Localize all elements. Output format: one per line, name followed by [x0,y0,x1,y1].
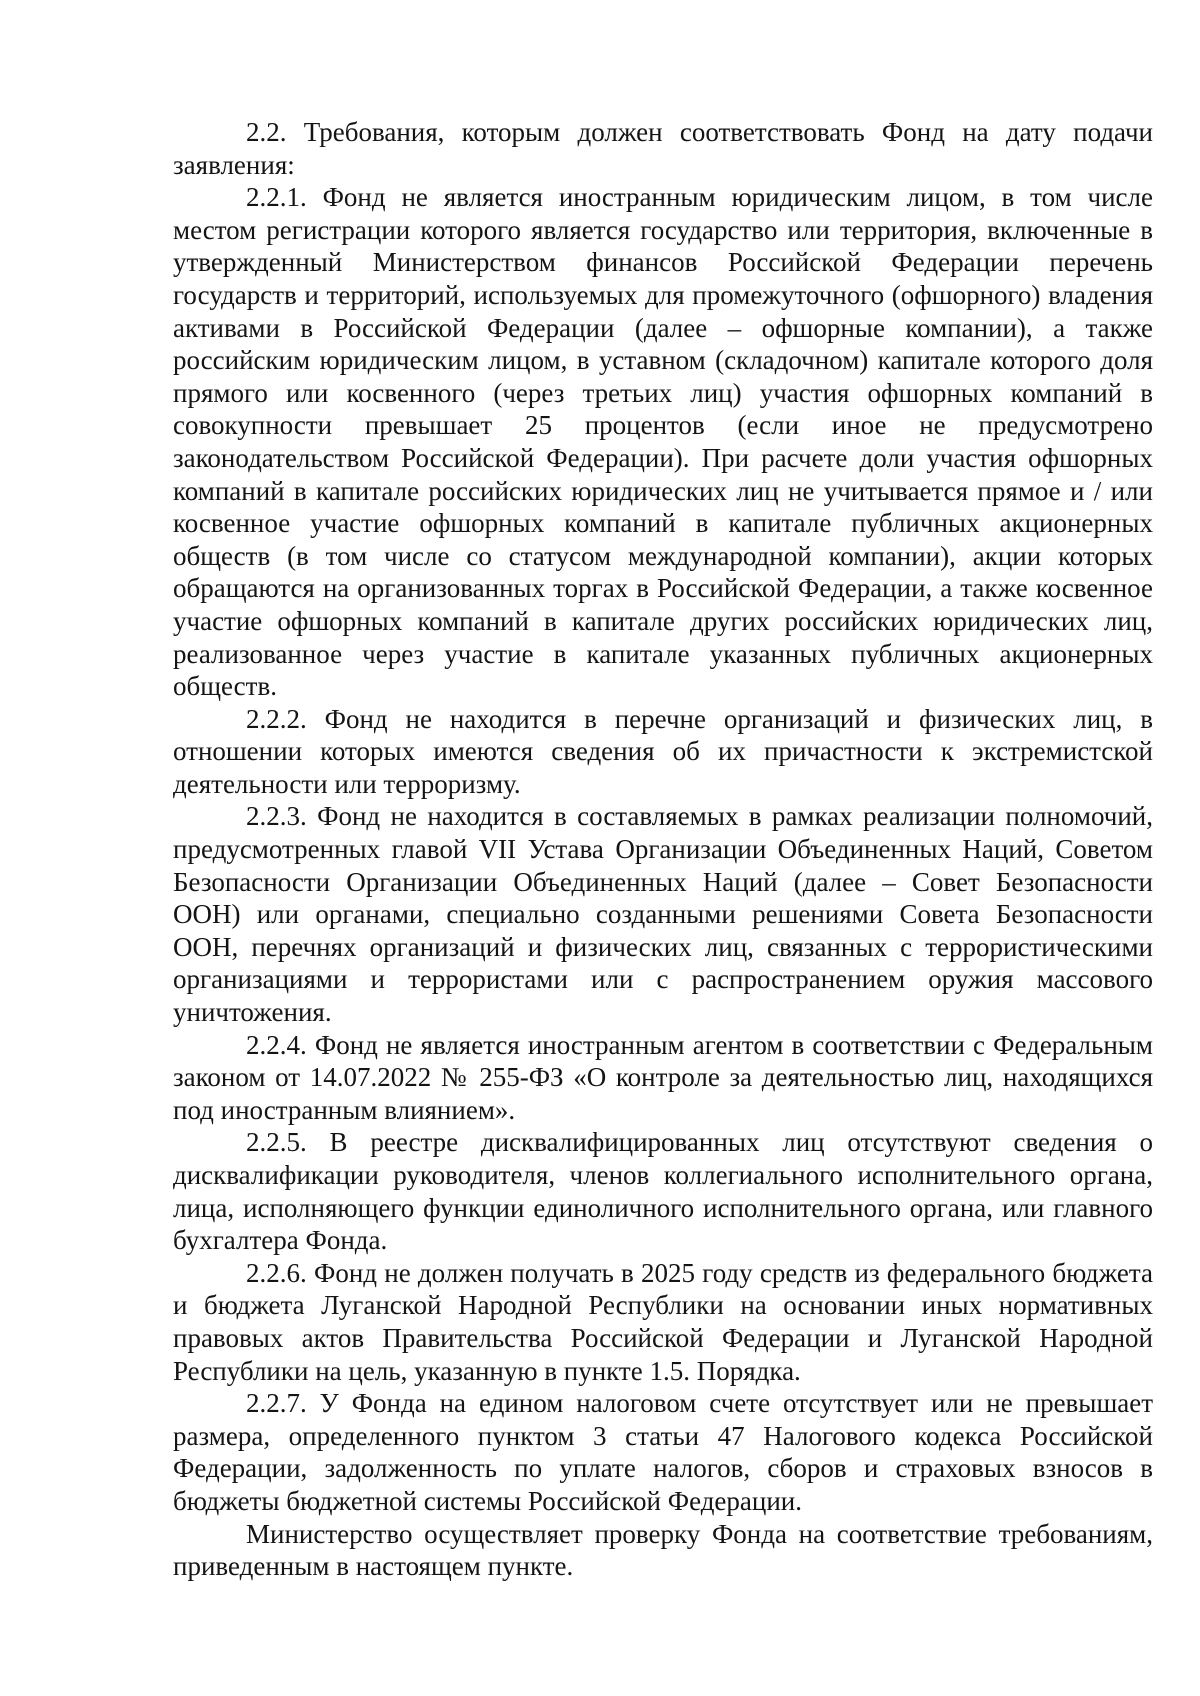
paragraph-2-2-1: 2.2.1. Фонд не является иностранным юридическим лицом, в том числе местом регистрации которого является государство или территория, включенные в утвержденный Министерством финансов Российской Федерации перечень государств и территорий, используемых для промежуточного (офшорного) владения активами в Российской Федерации (далее – офшорные компании), а также российским юридическим лицом, в уставном (складочном) капитале которого доля прямого или косвенного (через третьих лиц) участия офшорных компаний в совокупности превышает 25 процентов (если иное не предусмотрено законодательством Российской Федерации). При расчете доли участия офшорных компаний в капитале российских юридических лиц не учитывается прямое и / или косвенное участие офшорных компаний в капитале публичных акционерных обществ (в том числе со статусом международной компании), акции которых обращаются на организованных торгах в Российской Федерации, а также косвенное участие офшорных компаний в капитале других российских юридических лиц, реализованное через участие в капитале указанных публичных акционерных обществ. [173,182,1153,702]
paragraph-2-2-6: 2.2.6. Фонд не должен получать в 2025 году средств из федерального бюджета и бюджета Луганской Народной Республики на основании иных нормативных правовых актов Правительства Российской Федерации и Луганской Народной Республики на цель, указанную в пункте 1.5. Порядка. [173,1257,1153,1386]
paragraph-2-2-3: 2.2.3. Фонд не находится в составляемых в рамках реализации полномочий, предусмотренных главой VII Устава Организации Объединенных Наций, Советом Безопасности Организации Объединенных Наций (далее – Совет Безопасности ООН) или органами, специально созданными решениями Совета Безопасности ООН, перечнях организаций и физических лиц, связанных с террористическими организациями и террористами или с распространением оружия массового уничтожения. [173,801,1153,1028]
paragraph-2-2-2: 2.2.2. Фонд не находится в перечне организаций и физических лиц, в отношении которых имеются сведения об их причастности к экстремистской деятельности или терроризму. [173,703,1153,799]
document-body [173,116,1153,1583]
paragraph-2-2-5: 2.2.5. В реестре дисквалифицированных лиц отсутствуют сведения о дисквалификации руководителя, членов коллегиального исполнительного органа, лица, исполняющего функции единоличного исполнительного органа, или главного бухгалтера Фонда. [173,1127,1153,1256]
paragraph-ministry-check: Министерство осуществляет проверку Фонда на соответствие требованиям, приведенным в настоящем пункте. [173,1518,1153,1582]
paragraph-2-2-7: 2.2.7. У Фонда на едином налоговом счете отсутствует или не превышает размера, определенного пунктом 3 статьи 47 Налогового кодекса Российской Федерации, задолженность по уплате налогов, сборов и страховых взносов в бюджеты бюджетной системы Российской Федерации. [173,1388,1153,1516]
paragraph-2-2-4: 2.2.4. Фонд не является иностранным агентом в соответствии с Федеральным законом от 14.07.2022 № 255-ФЗ «О контроле за деятельностью лиц, находящихся под иностранным влиянием». [173,1029,1153,1125]
paragraph-2-2: 2.2. Требования, которым должен соответствовать Фонд на дату подачи заявления: [173,117,1153,180]
